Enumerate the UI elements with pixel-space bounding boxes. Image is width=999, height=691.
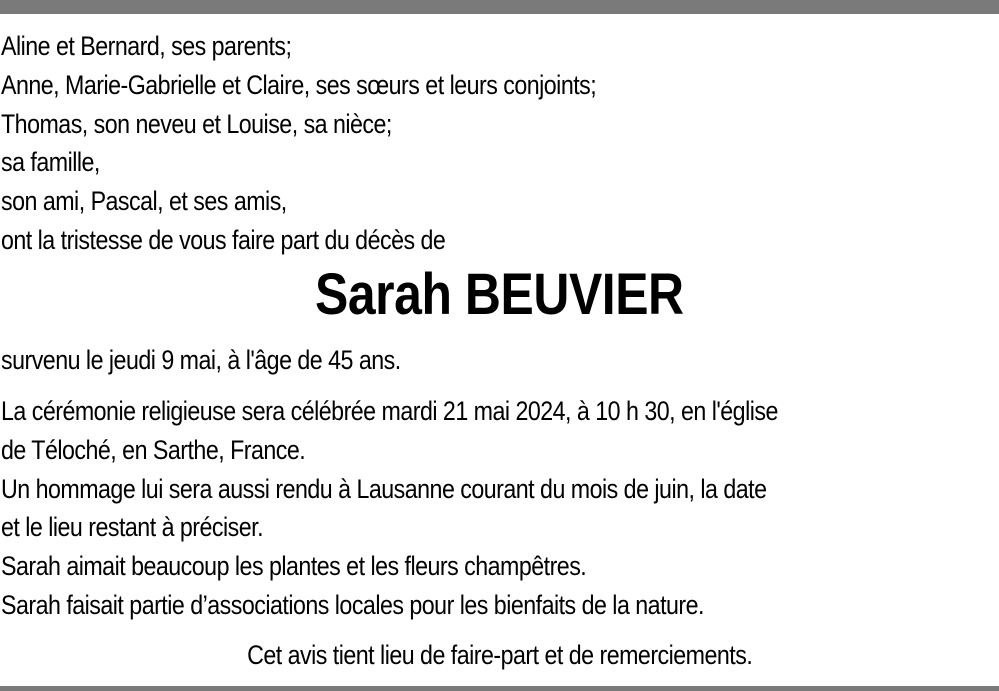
- family-line-announcement: ont la tristesse de vous faire part du décès de: [1, 225, 446, 255]
- details-line-associations: Sarah faisait partie d’associations locales pour les bienfaits de la nature.: [1, 590, 704, 620]
- details-line-tribute-cont: et le lieu restant à préciser.: [1, 512, 264, 542]
- details-line-location: de Téloché, en Sarthe, France.: [1, 435, 306, 465]
- closing-note: [0, 636, 999, 674]
- details-line-tribute: Un hommage lui sera aussi rendu à Lausanne courant du mois de juin, la date: [1, 474, 767, 504]
- deceased-name: [0, 262, 999, 328]
- details-line-plants: Sarah aimait beaucoup les plantes et les fleurs champêtres.: [1, 551, 587, 581]
- death-line: survenu le jeudi 9 mai, à l'âge de 45 ans.: [1, 345, 401, 375]
- family-line-sisters: Anne, Marie-Gabrielle et Claire, ses sœurs et leurs conjoints;: [1, 70, 597, 100]
- top-border: [0, 0, 999, 14]
- family-line-nephew-niece: Thomas, son neveu et Louise, sa nièce;: [1, 109, 392, 139]
- family-line-friends: son ami, Pascal, et ses amis,: [1, 186, 287, 216]
- deceased-name-text: Sarah BEUVIER: [315, 262, 684, 327]
- family-line-parents: Aline et Bernard, ses parents;: [1, 31, 292, 61]
- family-line-family: sa famille,: [1, 147, 100, 177]
- bottom-border: [0, 686, 999, 691]
- closing-note-text: Cet avis tient lieu de faire-part et de remerciements.: [246, 640, 753, 670]
- details-line-ceremony: La cérémonie religieuse sera célébrée mardi 21 mai 2024, à 10 h 30, en l'église: [1, 396, 778, 426]
